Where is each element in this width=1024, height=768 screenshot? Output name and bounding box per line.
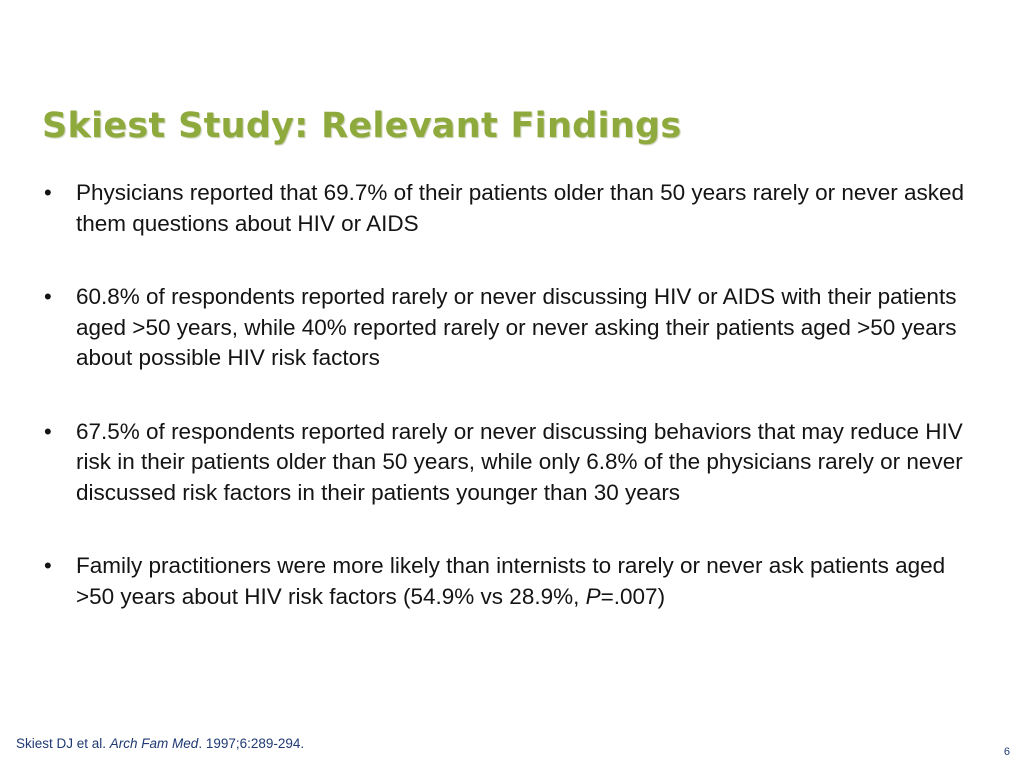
bullet-item bbox=[42, 178, 982, 239]
bullet-item bbox=[42, 282, 982, 374]
bullet-text: 67.5% of respondents reported rarely or never discussing behaviors that may reduce HIV risk in their patients older than 50 years, while only 6.8% of the physicians rarely or never discussed risk factors in their patients younger than 30 years bbox=[76, 418, 963, 505]
citation-details: . 1997;6:289-294. bbox=[198, 736, 305, 751]
bullet-dot-icon: • bbox=[44, 553, 52, 578]
page-number: 6 bbox=[1003, 746, 1010, 758]
bullet-text-part: Family practitioners were more likely than internists to rarely or never ask patients aged >50 years about HIV risk factors (54.9% vs 28.9%, bbox=[76, 553, 946, 609]
citation-journal: Arch Fam Med bbox=[109, 736, 199, 751]
bullet-text: 60.8% of respondents reported rarely or never discussing HIV or AIDS with their patients aged >50 years, while 40% reported rarely or never asking their patients aged >50 years about possible HIV risk factors bbox=[76, 284, 957, 370]
bullet-item bbox=[42, 417, 982, 509]
bullet-dot-icon: • bbox=[44, 180, 52, 205]
bullet-list bbox=[42, 178, 982, 655]
bullet-text bbox=[76, 553, 945, 609]
slide-title: Skiest Study: Relevant Findings bbox=[42, 106, 682, 146]
p-value-label: P bbox=[585, 583, 601, 609]
citation bbox=[16, 736, 304, 751]
bullet-dot-icon: • bbox=[44, 418, 52, 444]
bullet-dot-icon: • bbox=[44, 284, 52, 309]
bullet-text-part: =.007) bbox=[600, 583, 666, 609]
bullet-item bbox=[42, 551, 982, 612]
citation-authors: Skiest DJ et al. bbox=[16, 736, 110, 751]
bullet-text: Physicians reported that 69.7% of their patients older than 50 years rarely or never asked them questions about HIV or AIDS bbox=[76, 180, 964, 236]
